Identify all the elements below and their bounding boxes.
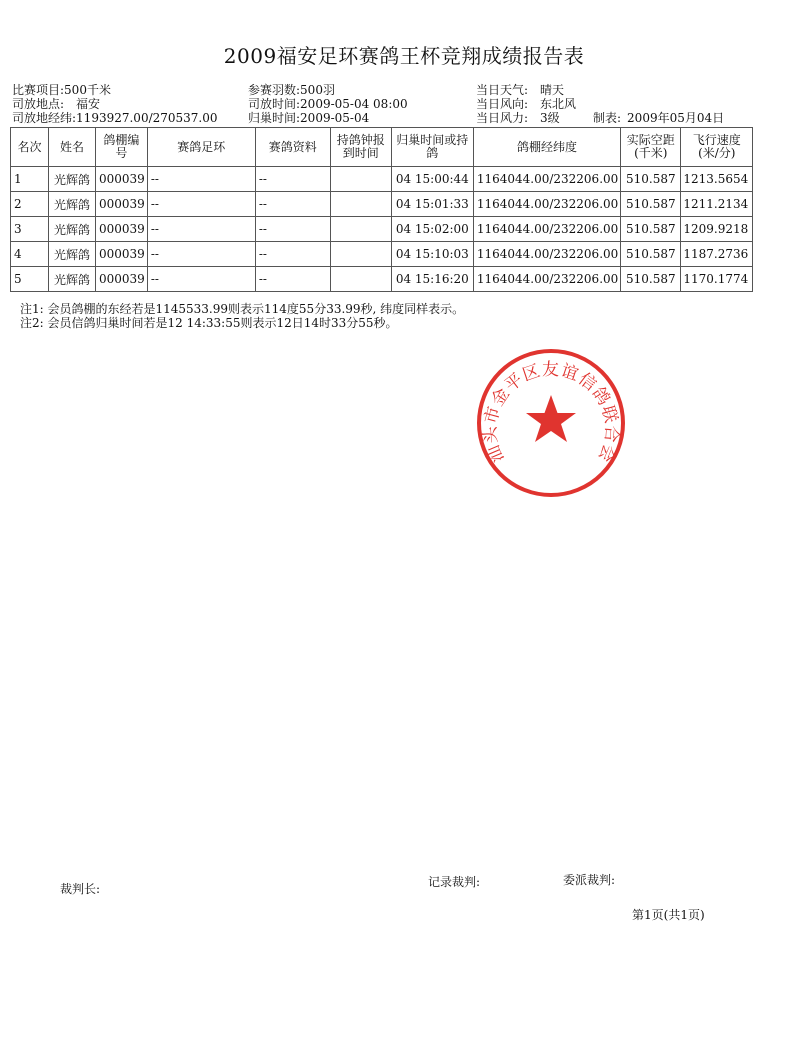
table-cell: -- xyxy=(255,167,330,192)
info-column-1 xyxy=(12,83,218,125)
header-arrival-time: 归巢时间或持鸽 xyxy=(391,128,473,167)
info-item: 司放时间:2009-05-04 08:00 xyxy=(248,97,408,111)
official-seal xyxy=(475,347,627,499)
table-cell: 1164044.00/232206.00 xyxy=(473,192,620,217)
table-cell: 000039 xyxy=(96,167,148,192)
table-cell: 1211.2134 xyxy=(681,192,753,217)
info-item: 比赛项目:500千米 xyxy=(12,83,111,97)
table-cell: 光辉鸽 xyxy=(49,192,96,217)
table-cell: 510.587 xyxy=(621,267,681,292)
table-row xyxy=(11,217,753,242)
table-cell: 4 xyxy=(11,242,49,267)
info-column-2 xyxy=(248,83,408,125)
notes xyxy=(20,302,464,330)
table-cell: 1164044.00/232206.00 xyxy=(473,217,620,242)
results-table xyxy=(10,127,753,292)
table-cell: 000039 xyxy=(96,267,148,292)
table-cell: 光辉鸽 xyxy=(49,242,96,267)
table-cell: 510.587 xyxy=(621,217,681,242)
table-cell: -- xyxy=(255,242,330,267)
table-cell: 1170.1774 xyxy=(681,267,753,292)
info-item: 参赛羽数:500羽 xyxy=(248,83,335,97)
table-cell: 1213.5654 xyxy=(681,167,753,192)
info-item: 当日天气: 晴天 xyxy=(476,83,565,97)
table-cell: 1209.9218 xyxy=(681,217,753,242)
table-cell xyxy=(330,167,391,192)
header-distance: 实际空距(千米) xyxy=(621,128,681,167)
table-cell: 1164044.00/232206.00 xyxy=(473,167,620,192)
table-cell: -- xyxy=(255,192,330,217)
table-cell: 1 xyxy=(11,167,49,192)
note-2: 注2: 会员信鸽归巢时间若是12 14:33:55则表示12日14时33分55秒。 xyxy=(20,316,398,330)
table-cell xyxy=(330,267,391,292)
header-pigeon-info: 赛鸽资料 xyxy=(255,128,330,167)
table-cell: 000039 xyxy=(96,242,148,267)
table-cell: 1187.2736 xyxy=(681,242,753,267)
header-rank: 名次 xyxy=(11,128,49,167)
table-cell: 000039 xyxy=(96,192,148,217)
table-cell: 1164044.00/232206.00 xyxy=(473,242,620,267)
info-column-3 xyxy=(476,83,576,125)
delegate-judge-label: 委派裁判: xyxy=(563,873,616,887)
table-cell: 光辉鸽 xyxy=(49,167,96,192)
table-cell: -- xyxy=(255,217,330,242)
header-coords: 鸽棚经纬度 xyxy=(473,128,620,167)
table-cell: 3 xyxy=(11,217,49,242)
table-cell: 04 15:01:33 xyxy=(391,192,473,217)
table-cell: 04 15:16:20 xyxy=(391,267,473,292)
info-item: 司放地经纬:1193927.00/270537.00 xyxy=(12,111,218,125)
header-clock-time: 持鸽钟报到时间 xyxy=(330,128,391,167)
table-cell: -- xyxy=(147,217,255,242)
table-cell xyxy=(330,217,391,242)
note-1: 注1: 会员鸽棚的东经若是1145533.99则表示114度55分33.99秒, 纬度同样表示。 xyxy=(20,302,465,316)
table-cell: -- xyxy=(147,267,255,292)
table-cell: 510.587 xyxy=(621,242,681,267)
table-cell: 光辉鸽 xyxy=(49,217,96,242)
star-icon xyxy=(526,395,576,442)
table-cell: 04 15:10:03 xyxy=(391,242,473,267)
table-cell: -- xyxy=(255,267,330,292)
table-cell: -- xyxy=(147,242,255,267)
info-item: 当日风力: 3级 xyxy=(476,111,560,125)
table-cell: 5 xyxy=(11,267,49,292)
header-name: 姓名 xyxy=(49,128,96,167)
table-cell xyxy=(330,242,391,267)
recorder-judge-label: 记录裁判: xyxy=(428,875,481,889)
table-cell: 000039 xyxy=(96,217,148,242)
info-item: 司放地点: 福安 xyxy=(12,97,101,111)
table-row xyxy=(11,192,753,217)
page-number: 第1页(共1页) xyxy=(632,908,705,922)
report-title: 2009福安足环赛鸽王杯竞翔成绩报告表 xyxy=(223,44,585,68)
table-row xyxy=(11,167,753,192)
header-ring: 赛鸽足环 xyxy=(147,128,255,167)
info-item: 当日风向: 东北风 xyxy=(476,97,577,111)
table-cell: 510.587 xyxy=(621,192,681,217)
made-date: 制表: 2009年05月04日 xyxy=(593,111,725,125)
table-cell: 1164044.00/232206.00 xyxy=(473,267,620,292)
info-item: 归巢时间:2009-05-04 xyxy=(248,111,370,125)
table-header-row xyxy=(11,128,753,167)
table-row xyxy=(11,267,753,292)
chief-judge-label: 裁判长: xyxy=(60,882,101,896)
table-cell: 光辉鸽 xyxy=(49,267,96,292)
table-cell: 04 15:02:00 xyxy=(391,217,473,242)
table-cell: -- xyxy=(147,192,255,217)
table-row xyxy=(11,242,753,267)
svg-text:汕头市金平区友谊信鸽联合会: 汕头市金平区友谊信鸽联合会 xyxy=(480,360,622,466)
table-cell: 2 xyxy=(11,192,49,217)
header-speed: 飞行速度(米/分) xyxy=(681,128,753,167)
table-cell: 04 15:00:44 xyxy=(391,167,473,192)
table-cell: 510.587 xyxy=(621,167,681,192)
header-loft-id: 鸽棚编号 xyxy=(96,128,148,167)
table-cell: -- xyxy=(147,167,255,192)
table-cell xyxy=(330,192,391,217)
